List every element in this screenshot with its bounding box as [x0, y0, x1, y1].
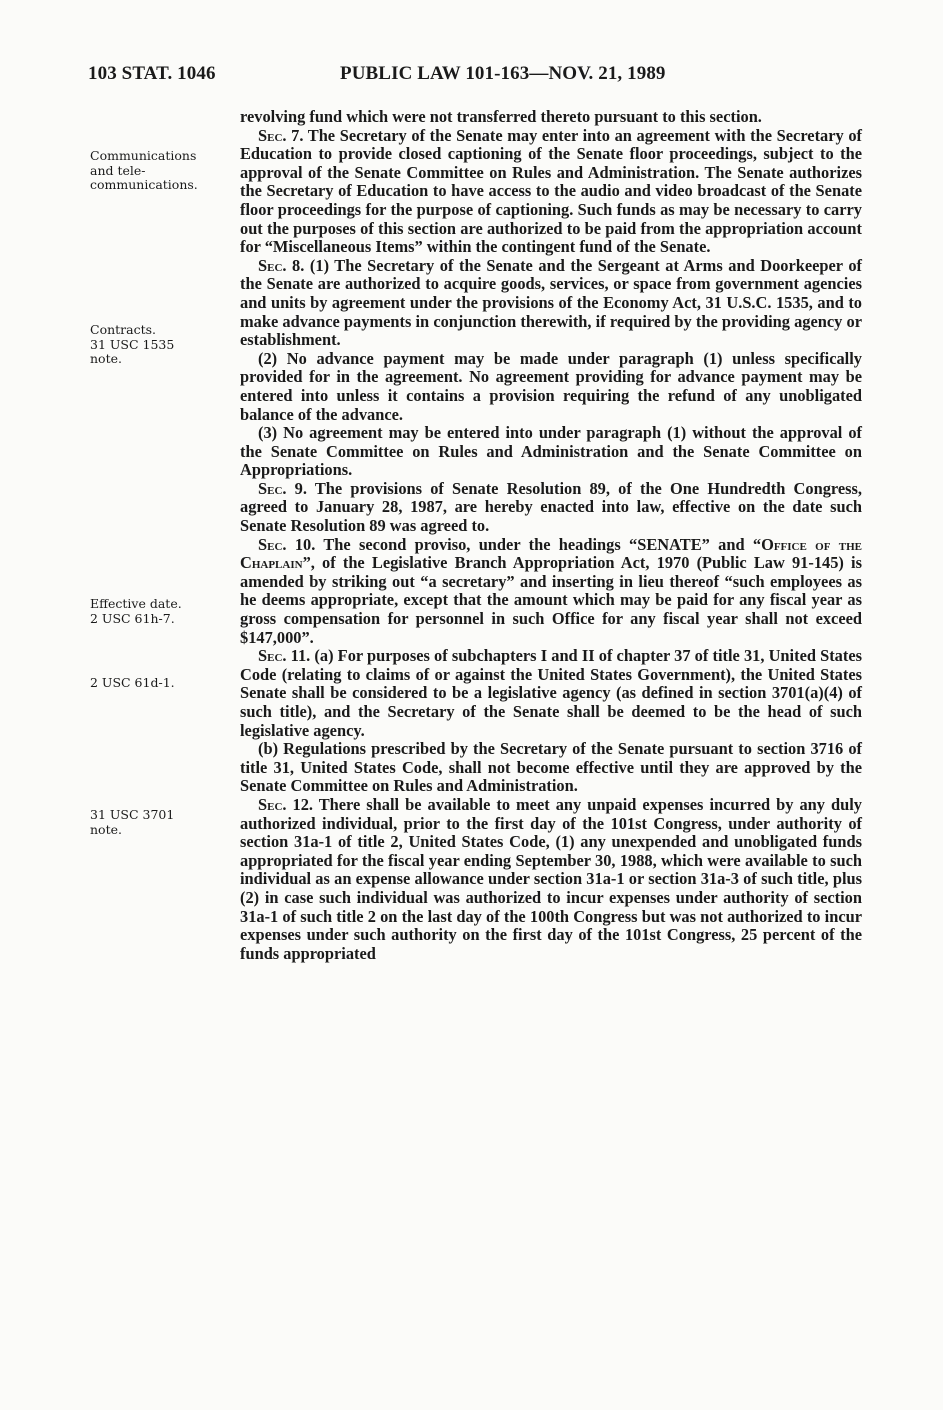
section-8-paragraph-3: (3) No agreement may be entered into under paragraph (1) without the approval of the Senate Committee on Rules and Administration and the Senate Committee on Appropriations.: [240, 423, 862, 480]
section-11: Sec. 11. (a) For purposes of subchapters I and II of chapter 37 of title 31, United States Code (relating to claims of or against the United States Government), the United States Senate shall be considered to be a legislative agency (as defined in section 3701(a)(4) of such title), and the Secretary of the Senate shall be deemed to be the head of such legislative agency.: [240, 646, 862, 740]
stat-page-number: 103 STAT. 1046: [88, 63, 216, 84]
section-8-label: Sec. 8.: [258, 255, 305, 275]
public-law-title: PUBLIC LAW 101-163—NOV. 21, 1989: [340, 63, 666, 84]
section-8-paragraph-2: (2) No advance payment may be made under paragraph (1) unless specifically provided for in the agreement. No agreement providing for advance payment may be entered into unless it contains a provision requiring the refund of any unobligated balance of the advance.: [240, 348, 862, 424]
section-7: Sec. 7. The Secretary of the Senate may enter into an agreement with the Secretary of Education to provide closed captioning of the Senate floor proceedings, subject to the approval of the Senate Committee on Rules and Administration. The Senate authorizes the Secretary of Education to have access to the audio and video broadcast of the Senate floor proceedings for the purpose of captioning. Such funds as may be necessary to carry out the purposes of this section are authorized to be paid from the appropriation account for “Miscellaneous Items” within the contingent fund of the Senate.: [240, 125, 862, 257]
section-12-label: Sec. 12.: [258, 794, 313, 814]
section-10-label: Sec. 10.: [258, 534, 316, 554]
paragraph-revolving-fund: revolving fund which were not transferred thereto pursuant to this section.: [240, 107, 762, 126]
page-header: [88, 62, 860, 86]
section-9: Sec. 9. The provisions of Senate Resolution 89, of the One Hundredth Congress, agreed to January 28, 1987, are hereby enacted into law, effective on the date such Senate Resolution 89 was agreed to.: [240, 478, 862, 536]
margin-note-effective-date: Effective date. 2 USC 61h-7.: [90, 596, 182, 626]
section-11-label: Sec. 11.: [258, 646, 311, 666]
section-10: Sec. 10. The second proviso, under the headings “SENATE” and “Office of the Chaplain”, of the Legislative Branch Appropriation Act, 1970 (Public Law 91-145) is amended by striking out “a secretary” and inserting in lieu thereof “such employees as he deems appropriate, except that the amount which may be paid for any fiscal year as gross compensation for personnel in such Office for any fiscal year shall not exceed $147,000”.: [240, 534, 862, 647]
office-of-the-chaplain: Office of the Chaplain: [240, 534, 862, 573]
section-11-b: (b) Regulations prescribed by the Secretary of the Senate pursuant to section 3716 of title 31, United States Code, shall not become effective until they are approved by the Senate Committee on Rules and Administration.: [240, 739, 862, 796]
section-12: Sec. 12. There shall be available to meet any unpaid expenses incurred by any duly authorized individual, prior to the first day of the 101st Congress, under authority of section 31a-1 of title 2, United States Code, (1) any unexpended and unobligated funds appropriated for the fiscal year ending September 30, 1988, which were available to such individual as an expense allowance under section 31a-1 or section 31a-3 of such title, plus (2) in case such individual was authorized to incur expenses under authority of section 31a-1 of such title 2 on the last day of the 100th Congress but was not authorized to incur expenses under such authority on the first day of the 101st Congress, 25 percent of the funds appropriated: [240, 794, 862, 963]
margin-note-31-usc-3701: 31 USC 3701 note.: [90, 807, 175, 837]
body-text: [240, 108, 862, 963]
section-8: Sec. 8. (1) The Secretary of the Senate and the Sergeant at Arms and Doorkeeper of the Senate are authorized to acquire goods, services, or space from government agencies and units by agreement under the provisions of the Economy Act, 31 U.S.C. 1535, and to make advance payments in conjunction therewith, if required by the providing agency or establishment.: [240, 255, 862, 350]
section-9-label: Sec. 9.: [258, 478, 307, 498]
margin-note-communications: Communications and tele- communications.: [90, 148, 198, 192]
margin-note-contracts: Contracts. 31 USC 1535 note.: [90, 322, 175, 366]
margin-note-2-usc-61d-1: 2 USC 61d-1.: [90, 675, 175, 690]
section-7-label: Sec. 7.: [258, 125, 304, 145]
